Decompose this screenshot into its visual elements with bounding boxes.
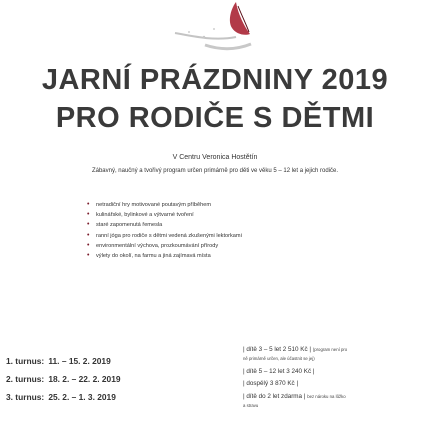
price-item: | dítě 5 – 12 let 3 240 Kč |: [243, 368, 315, 375]
list-item: • netradiční hry motivované poutavým příběhem: [87, 201, 212, 208]
page-title-line2: PRO RODIČE S DĚTMI: [55, 102, 375, 134]
term-row: 2. turnus: 18. 2. – 22. 2. 2019: [6, 374, 121, 384]
bullet-icon: •: [87, 241, 90, 249]
list-item: • ranní jóga pro rodiče s dětmi vedená zkušenými lektorkami: [87, 231, 242, 239]
term-row: 1. turnus: 11. – 15. 2. 2019: [6, 356, 111, 366]
bullet-icon: •: [87, 211, 90, 219]
list-item: • výlety do okolí, na farmu a jiná zajímavá místa: [87, 252, 211, 260]
logo-leaf-icon: [230, 2, 250, 35]
page-title-line1: JARNÍ PRÁZDNINY 2019: [41, 64, 389, 96]
bullet-icon: •: [87, 231, 90, 239]
activities-list: [86, 200, 386, 261]
price-item: | dítě do 2 let zdarma | bez nároku na lůžko a stravu: [243, 393, 346, 408]
price-item: | dospělý 3 870 Kč |: [243, 380, 299, 387]
centrum-logo: [0, 0, 430, 62]
list-item: • environmentální výchova, prozkoumávání přírody: [87, 241, 219, 249]
terms-list: [6, 352, 216, 406]
intro-text: Zábavný, naučný a tvořivý program určen primárně pro děti ve věku 5 – 12 let a jejich rodiče.: [91, 168, 339, 174]
list-item: • staré zapomenutá řemesla: [87, 221, 163, 229]
list-item: • kulinářské, bylinkové a výtvarné tvoření: [87, 211, 194, 219]
prices-list: [243, 345, 423, 410]
price-item: | dítě 3 – 5 let 2 510 Kč | (program není pro ně primárně určen, ale účastnit se jej): [243, 346, 348, 361]
venue-text: V Centru Veronica Hostětín: [172, 154, 258, 161]
bullet-icon: •: [87, 201, 90, 208]
term-row: 3. turnus: 25. 2. – 1. 3. 2019: [6, 392, 116, 402]
bullet-icon: •: [87, 252, 90, 260]
bullet-icon: •: [87, 221, 90, 229]
